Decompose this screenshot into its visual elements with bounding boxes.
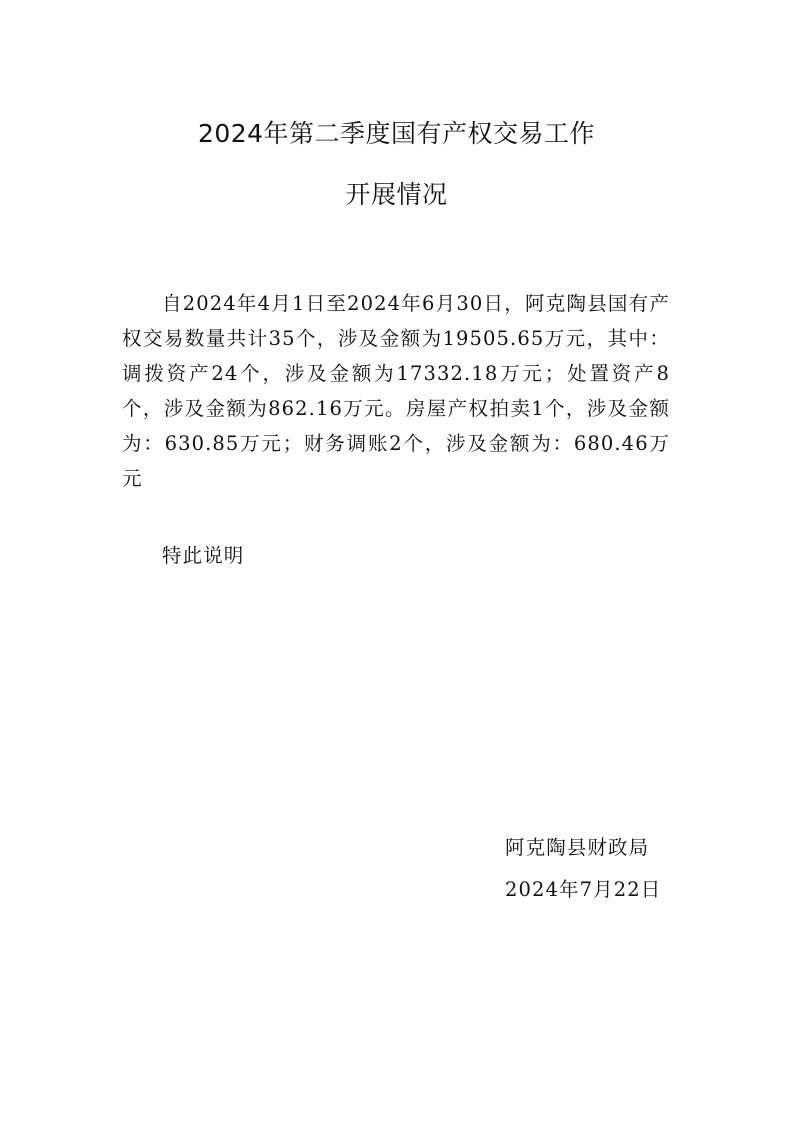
closing-statement: 特此说明 bbox=[162, 544, 245, 567]
body-paragraph: 自2024年4月1日至2024年6月30日，阿克陶县国有产权交易数量共计35个，涉及金额为19505.65万元，其中：调拨资产24个，涉及金额为17332.18万元；处置资产8个，涉及金额为862.16万元。房屋产权拍卖1个，涉及金额为：630.85万元；财务调账2个，涉及金额为：680.46万元 bbox=[122, 292, 670, 490]
signature-organization: 阿克陶县财政局 bbox=[505, 836, 650, 859]
signature-date: 2024年7月22日 bbox=[505, 878, 662, 901]
document-title-line1: 2024年第二季度国有产权交易工作 bbox=[197, 119, 596, 148]
document-title-line2: 开展情况 bbox=[345, 180, 448, 209]
